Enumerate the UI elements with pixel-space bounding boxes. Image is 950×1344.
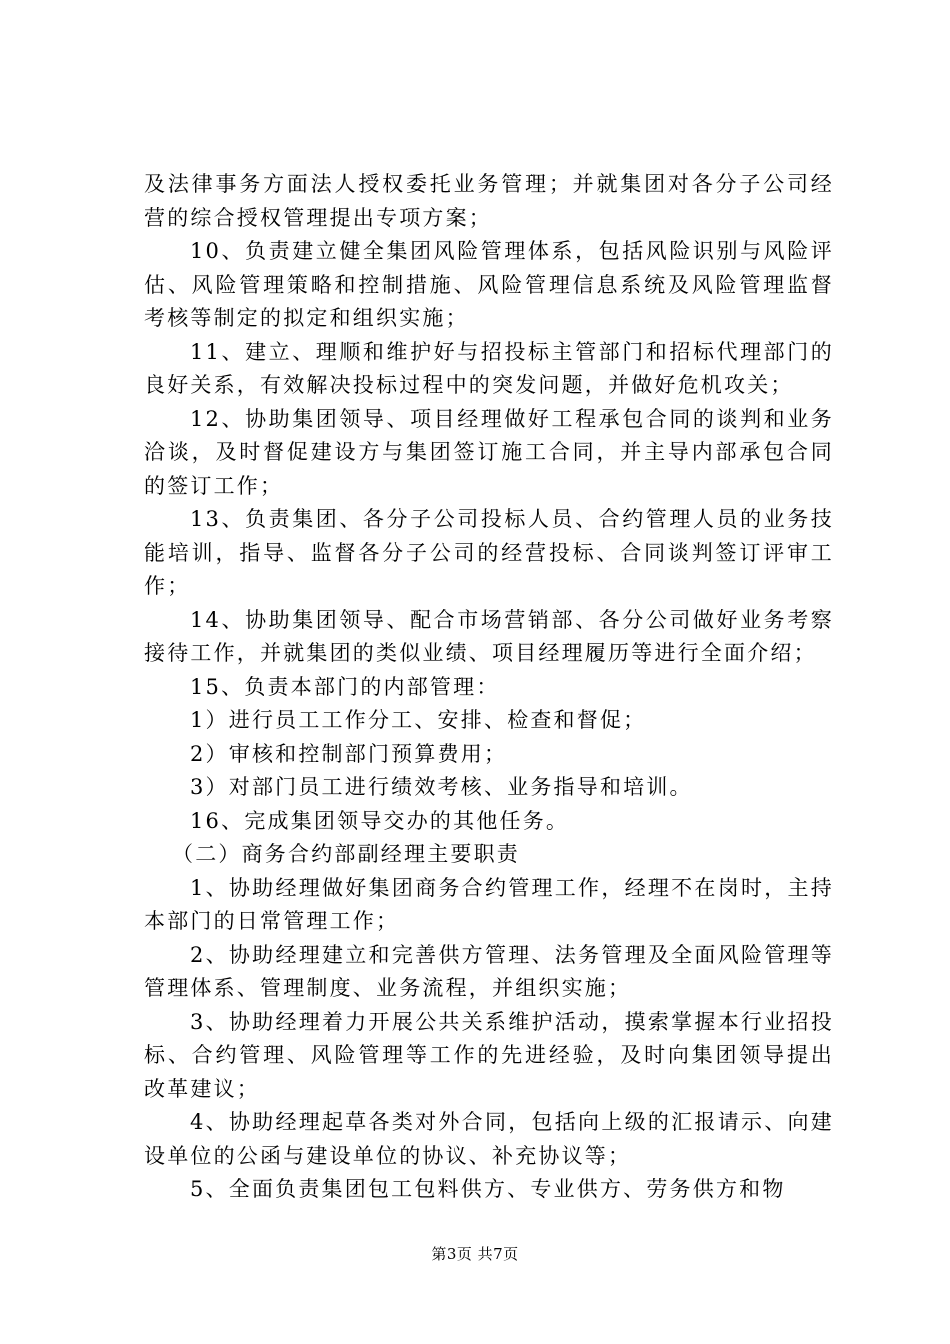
paragraph-item-13: 13、负责集团、各分子公司投标人员、合约管理人员的业务技能培训，指导、监督各分子公司的经营投标、合同谈判签订评审工作； — [144, 507, 834, 598]
paragraph-duty-4: 4、协助经理起草各类对外合同，包括向上级的汇报请示、向建设单位的公函与建设单位的协议、补充协议等； — [144, 1110, 834, 1168]
page-footer — [0, 1243, 950, 1264]
paragraph-item-11: 11、建立、理顺和维护好与招投标主管部门和招标代理部门的良好关系，有效解决投标过程中的突发问题，并做好危机攻关； — [144, 339, 834, 397]
paragraph-item-10: 10、负责建立健全集团风险管理体系，包括风险识别与风险评估、风险管理策略和控制措施、风险管理信息系统及风险管理监督考核等制定的拟定和组织实施； — [144, 239, 834, 330]
page-number-label: 第3页 共7页 — [431, 1245, 519, 1263]
paragraph-item-16: 16、完成集团领导交办的其他任务。 — [190, 808, 570, 833]
paragraph-item-12: 12、协助集团领导、项目经理做好工程承包合同的谈判和业务洽谈，及时督促建设方与集团签订施工合同，并主导内部承包合同的签订工作； — [144, 406, 834, 498]
paragraph-duty-5: 5、全面负责集团包工包料供方、专业供方、劳务供方和物 — [190, 1177, 786, 1201]
document-body — [144, 168, 834, 1207]
paragraph-subitem-3: 3）对部门员工进行绩效考核、业务指导和培训。 — [190, 775, 693, 799]
section-heading: （二）商务合约部副经理主要职责 — [172, 842, 520, 866]
paragraph-continuation: 及法律事务方面法人授权委托业务管理；并就集团对各分子公司经营的综合授权管理提出专项方案； — [144, 172, 834, 230]
paragraph-subitem-2: 2）审核和控制部门预算费用； — [190, 741, 508, 766]
paragraph-item-15: 15、负责本部门的内部管理： — [190, 674, 500, 699]
paragraph-duty-2: 2、协助经理建立和完善供方管理、法务管理及全面风险管理等管理体系、管理制度、业务流程，并组织实施； — [144, 942, 834, 1000]
paragraph-duty-3: 3、协助经理着力开展公共关系维护活动，摸索掌握本行业招投标、合约管理、风险管理等工作的先进经验，及时向集团领导提出改革建议； — [144, 1009, 834, 1101]
paragraph-duty-1: 1、协助经理做好集团商务合约管理工作，经理不在岗时，主持本部门的日常管理工作； — [144, 875, 834, 933]
paragraph-item-14: 14、协助集团领导、配合市场营销部、各分公司做好业务考察接待工作，并就集团的类似业绩、项目经理履历等进行全面介绍； — [144, 607, 834, 665]
paragraph-subitem-1: 1）进行员工工作分工、安排、检查和督促； — [190, 708, 647, 732]
